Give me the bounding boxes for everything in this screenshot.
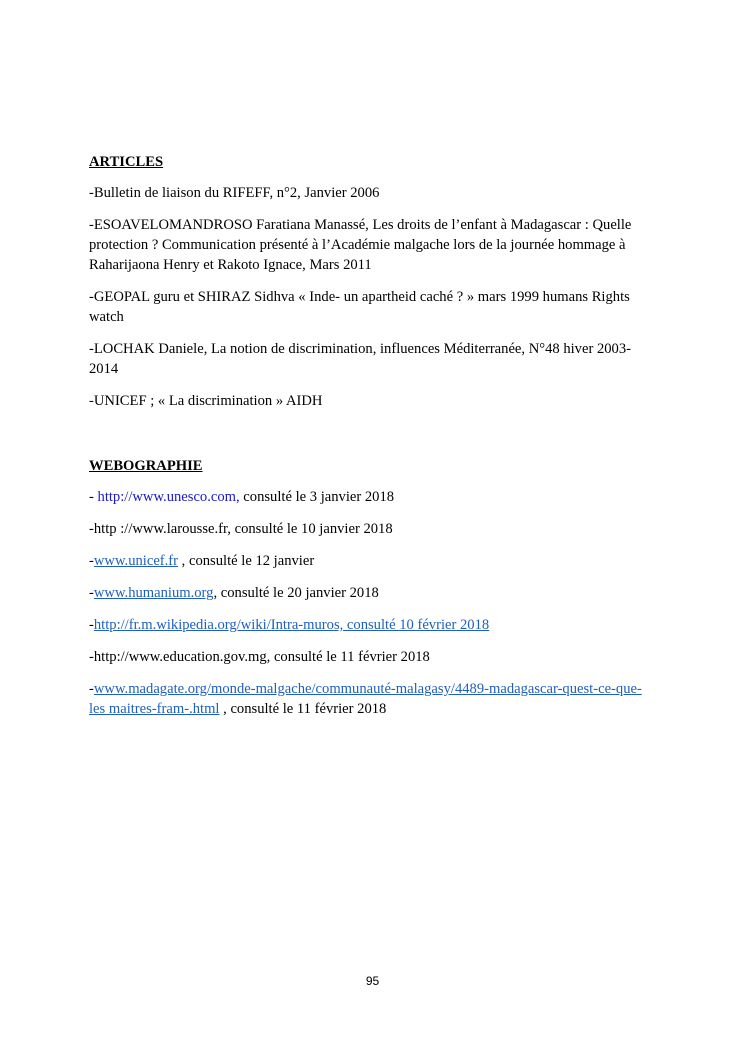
document-body bbox=[89, 152, 655, 731]
articles-heading: ARTICLES bbox=[89, 154, 164, 170]
madagate-link[interactable]: www.madagate.org/monde-malgache/communauté-malagasy/4489-madagascar-quest-ce-que-les maitres-fram-.html bbox=[89, 681, 642, 717]
web-entry-suffix: , consulté le 20 janvier 2018 bbox=[213, 585, 379, 601]
web-entry-prefix: - bbox=[89, 681, 94, 697]
web-entry-education bbox=[89, 647, 655, 667]
article-entry: -GEOPAL guru et SHIRAZ Sidhva « Inde- un apartheid caché ? » mars 1999 humans Rights watch bbox=[89, 289, 630, 325]
web-entry-prefix: - bbox=[89, 617, 94, 633]
web-entry-larousse bbox=[89, 519, 655, 539]
unesco-link[interactable]: http://www.unesco.com, bbox=[97, 489, 240, 505]
web-entry-prefix: - bbox=[89, 553, 94, 569]
web-entry-humanium bbox=[89, 583, 655, 603]
web-entry-unesco bbox=[89, 487, 655, 507]
article-entry: -LOCHAK Daniele, La notion de discrimination, influences Méditerranée, N°48 hiver 2003-2014 bbox=[89, 341, 631, 377]
web-entry-wikipedia bbox=[89, 615, 655, 635]
web-entry-suffix: , consulté le 11 février 2018 bbox=[219, 701, 387, 717]
web-entry-suffix: consulté le 3 janvier 2018 bbox=[239, 489, 395, 505]
humanium-link[interactable]: www.humanium.org bbox=[93, 585, 214, 601]
article-entry: -Bulletin de liaison du RIFEFF, n°2, Janvier 2006 bbox=[89, 185, 380, 201]
article-entry: -UNICEF ; « La discrimination » AIDH bbox=[89, 393, 323, 409]
page-number: 95 bbox=[365, 974, 380, 988]
web-entry-suffix: , consulté le 12 janvier bbox=[178, 553, 315, 569]
wikipedia-link[interactable]: http://fr.m.wikipedia.org/wiki/Intra-muros, consulté 10 février 2018 bbox=[93, 617, 490, 633]
webographie-heading: WEBOGRAPHIE bbox=[89, 458, 203, 474]
web-entry-text: -http://www.education.gov.mg, consulté le 11 février 2018 bbox=[89, 649, 430, 665]
section-spacer bbox=[89, 423, 655, 456]
web-entry-unicef bbox=[89, 551, 655, 571]
web-entry-text: -http ://www.larousse.fr, consulté le 10 janvier 2018 bbox=[89, 521, 393, 537]
article-entry: -ESOAVELOMANDROSO Faratiana Manassé, Les droits de l’enfant à Madagascar : Quelle protection ? Communication présenté à l’Académie malgache lors de la journée hommage à Raharijaona Henry et Rakoto Ignace, Mars 2011 bbox=[89, 217, 632, 273]
unicef-link[interactable]: www.unicef.fr bbox=[93, 553, 179, 569]
web-entry-prefix: - bbox=[89, 585, 94, 601]
web-entry-prefix: - bbox=[89, 489, 98, 505]
web-entry-madagate bbox=[89, 679, 655, 719]
